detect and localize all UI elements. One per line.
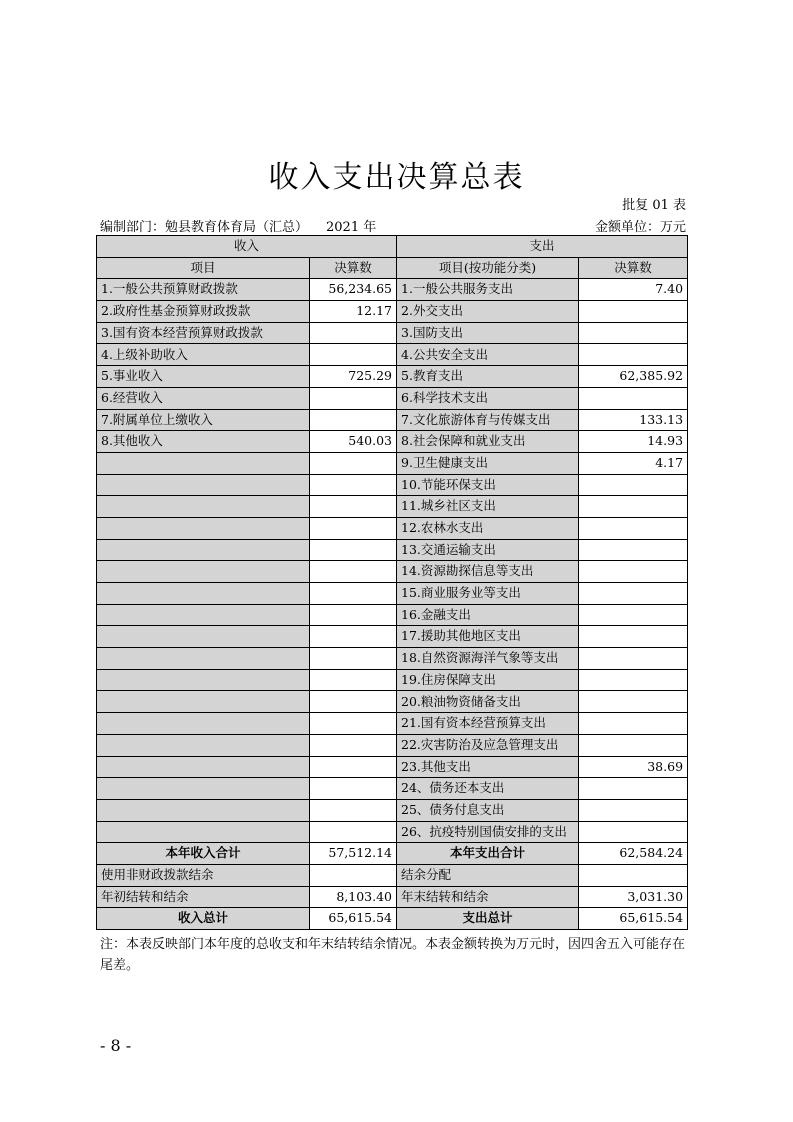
expense-item-label: 7.文化旅游体育与传媒支出 — [397, 409, 579, 431]
year-label: 2021 年 — [326, 220, 377, 235]
expense-item-value — [579, 322, 688, 344]
expense-item-label: 1.一般公共服务支出 — [397, 279, 579, 301]
expense-item-value — [579, 713, 688, 735]
expense-item-label: 17.援助其他地区支出 — [397, 626, 579, 648]
table-row — [97, 691, 688, 713]
table-row — [97, 387, 688, 409]
expense-item-label: 11.城乡社区支出 — [397, 496, 579, 518]
expense-item-value — [579, 626, 688, 648]
expense-item-value: 62,385.92 — [579, 366, 688, 388]
expense-item-label: 24、债务还本支出 — [397, 778, 579, 800]
income-item-value — [310, 322, 397, 344]
table-row — [97, 344, 688, 366]
income-item-label: 5.事业收入 — [97, 366, 310, 388]
table-row — [97, 431, 688, 453]
table-row — [97, 301, 688, 323]
expense-item-value — [579, 669, 688, 691]
income-item-label — [97, 604, 310, 626]
grand-total-row — [97, 908, 688, 930]
end-balance-value: 3,031.30 — [579, 886, 688, 908]
income-year-total-label: 本年收入合计 — [97, 843, 310, 865]
expense-item-label: 4.公共安全支出 — [397, 344, 579, 366]
income-item-label: 4.上级补助收入 — [97, 344, 310, 366]
department-label: 编制部门：勉县教育体育局（汇总） — [100, 220, 309, 235]
expense-grand-total-value: 65,615.54 — [579, 908, 688, 930]
table-row — [97, 626, 688, 648]
income-item-value — [310, 756, 397, 778]
income-item-value — [310, 821, 397, 843]
table-row — [97, 604, 688, 626]
begin-balance-label: 年初结转和结余 — [97, 886, 310, 908]
income-item-label — [97, 648, 310, 670]
expense-item-value — [579, 344, 688, 366]
expense-year-total-value: 62,584.24 — [579, 843, 688, 865]
income-item-label: 3.国有资本经营预算财政拨款 — [97, 322, 310, 344]
column-header-row — [97, 257, 688, 279]
income-item-label — [97, 626, 310, 648]
income-item-label — [97, 691, 310, 713]
table-row — [97, 474, 688, 496]
table-row — [97, 778, 688, 800]
income-section-header: 收入 — [97, 236, 397, 258]
income-item-value — [310, 387, 397, 409]
expense-item-value — [579, 734, 688, 756]
expense-item-label: 6.科学技术支出 — [397, 387, 579, 409]
table-row — [97, 648, 688, 670]
table-row — [97, 734, 688, 756]
income-expense-table — [96, 235, 688, 930]
table-row — [97, 799, 688, 821]
expense-item-value — [579, 387, 688, 409]
income-item-label: 2.政府性基金预算财政拨款 — [97, 301, 310, 323]
income-item-label: 1.一般公共预算财政拨款 — [97, 279, 310, 301]
expense-item-value: 133.13 — [579, 409, 688, 431]
table-row — [97, 669, 688, 691]
income-item-label — [97, 756, 310, 778]
expense-item-value — [579, 799, 688, 821]
income-grand-total-label: 收入总计 — [97, 908, 310, 930]
income-item-value — [310, 778, 397, 800]
income-item-value — [310, 799, 397, 821]
income-item-value — [310, 344, 397, 366]
surplus-allocation-label: 结余分配 — [397, 864, 579, 886]
expense-item-value — [579, 583, 688, 605]
expense-item-label: 8.社会保障和就业支出 — [397, 431, 579, 453]
year-total-row — [97, 843, 688, 865]
income-item-value — [310, 409, 397, 431]
table-row — [97, 279, 688, 301]
expense-item-label: 14.资源勘探信息等支出 — [397, 561, 579, 583]
table-row — [97, 322, 688, 344]
expense-item-label: 23.其他支出 — [397, 756, 579, 778]
expense-item-value — [579, 778, 688, 800]
expense-item-label: 21.国有资本经营预算支出 — [397, 713, 579, 735]
table-row — [97, 756, 688, 778]
income-item-label — [97, 799, 310, 821]
income-item-label — [97, 517, 310, 539]
income-item-value — [310, 452, 397, 474]
income-item-value: 540.03 — [310, 431, 397, 453]
income-item-label — [97, 669, 310, 691]
begin-balance-value: 8,103.40 — [310, 886, 397, 908]
income-item-value — [310, 474, 397, 496]
expense-item-value — [579, 539, 688, 561]
income-item-value — [310, 669, 397, 691]
nonfiscal-label: 使用非财政拨款结余 — [97, 864, 310, 886]
table-row — [97, 539, 688, 561]
income-amount-header: 决算数 — [310, 257, 397, 279]
unit-label: 金额单位：万元 — [594, 220, 686, 235]
expense-item-label: 5.教育支出 — [397, 366, 579, 388]
expense-grand-total-label: 支出总计 — [397, 908, 579, 930]
expense-item-label: 13.交通运输支出 — [397, 539, 579, 561]
expense-item-label: 10.节能环保支出 — [397, 474, 579, 496]
expense-item-value — [579, 301, 688, 323]
income-item-value — [310, 539, 397, 561]
income-grand-total-value: 65,615.54 — [310, 908, 397, 930]
table-row — [97, 583, 688, 605]
expense-item-value — [579, 604, 688, 626]
income-item-value — [310, 713, 397, 735]
income-item-label — [97, 539, 310, 561]
balance-row — [97, 886, 688, 908]
expense-item-label: 9.卫生健康支出 — [397, 452, 579, 474]
expense-item-value — [579, 561, 688, 583]
expense-item-value — [579, 517, 688, 539]
income-item-value: 725.29 — [310, 366, 397, 388]
expense-item-label: 12.农林水支出 — [397, 517, 579, 539]
table-row — [97, 409, 688, 431]
income-item-value — [310, 496, 397, 518]
expense-item-value: 7.40 — [579, 279, 688, 301]
expense-item-label: 18.自然资源海洋气象等支出 — [397, 648, 579, 670]
income-item-label — [97, 583, 310, 605]
footnote: 注：本表反映部门本年度的总收支和年末结转结余情况。本表金额转换为万元时，因四舍五入可能存在尾差。 — [100, 937, 686, 973]
table-row — [97, 713, 688, 735]
income-item-label — [97, 496, 310, 518]
table-row — [97, 517, 688, 539]
income-item-label — [97, 474, 310, 496]
expense-item-label: 3.国防支出 — [397, 322, 579, 344]
page-number: - 8 - — [100, 1036, 132, 1055]
income-item-value: 56,234.65 — [310, 279, 397, 301]
expense-item-value — [579, 821, 688, 843]
expense-item-value — [579, 691, 688, 713]
income-item-value — [310, 561, 397, 583]
table-row — [97, 561, 688, 583]
expense-item-header: 项目(按功能分类) — [397, 257, 579, 279]
table-row — [97, 821, 688, 843]
table-meta — [100, 216, 376, 235]
expense-item-label: 2.外交支出 — [397, 301, 579, 323]
income-item-label — [97, 734, 310, 756]
nonfiscal-value — [310, 864, 397, 886]
form-number: 批复 01 表 — [622, 198, 686, 213]
table-row — [97, 496, 688, 518]
expense-item-label: 22.灾害防治及应急管理支出 — [397, 734, 579, 756]
expense-item-label: 26、抗疫特别国债安排的支出 — [397, 821, 579, 843]
end-balance-label: 年末结转和结余 — [397, 886, 579, 908]
expense-item-value — [579, 496, 688, 518]
income-item-value: 12.17 — [310, 301, 397, 323]
income-year-total-value: 57,512.14 — [310, 843, 397, 865]
income-item-value — [310, 734, 397, 756]
income-item-label: 7.附属单位上缴收入 — [97, 409, 310, 431]
expense-item-value: 4.17 — [579, 452, 688, 474]
income-item-value — [310, 604, 397, 626]
expense-item-label: 16.金融支出 — [397, 604, 579, 626]
income-item-label — [97, 778, 310, 800]
expense-item-label: 20.粮油物资储备支出 — [397, 691, 579, 713]
table-row — [97, 452, 688, 474]
page-title: 收入支出决算总表 — [268, 160, 525, 195]
income-item-value — [310, 648, 397, 670]
expense-item-label: 15.商业服务业等支出 — [397, 583, 579, 605]
expense-section-header: 支出 — [397, 236, 688, 258]
income-item-value — [310, 517, 397, 539]
income-item-label — [97, 821, 310, 843]
table-row — [97, 366, 688, 388]
expense-amount-header: 决算数 — [579, 257, 688, 279]
income-item-label — [97, 452, 310, 474]
income-item-label — [97, 713, 310, 735]
expense-year-total-label: 本年支出合计 — [397, 843, 579, 865]
section-header-row — [97, 236, 688, 258]
surplus-allocation-value — [579, 864, 688, 886]
income-item-value — [310, 583, 397, 605]
income-item-header: 项目 — [97, 257, 310, 279]
expense-item-value — [579, 474, 688, 496]
expense-item-value: 14.93 — [579, 431, 688, 453]
expense-item-value: 38.69 — [579, 756, 688, 778]
income-item-label: 6.经营收入 — [97, 387, 310, 409]
income-item-value — [310, 691, 397, 713]
income-item-label: 8.其他收入 — [97, 431, 310, 453]
nonfiscal-row — [97, 864, 688, 886]
income-item-value — [310, 626, 397, 648]
income-item-label — [97, 561, 310, 583]
expense-item-label: 19.住房保障支出 — [397, 669, 579, 691]
expense-item-label: 25、债务付息支出 — [397, 799, 579, 821]
expense-item-value — [579, 648, 688, 670]
